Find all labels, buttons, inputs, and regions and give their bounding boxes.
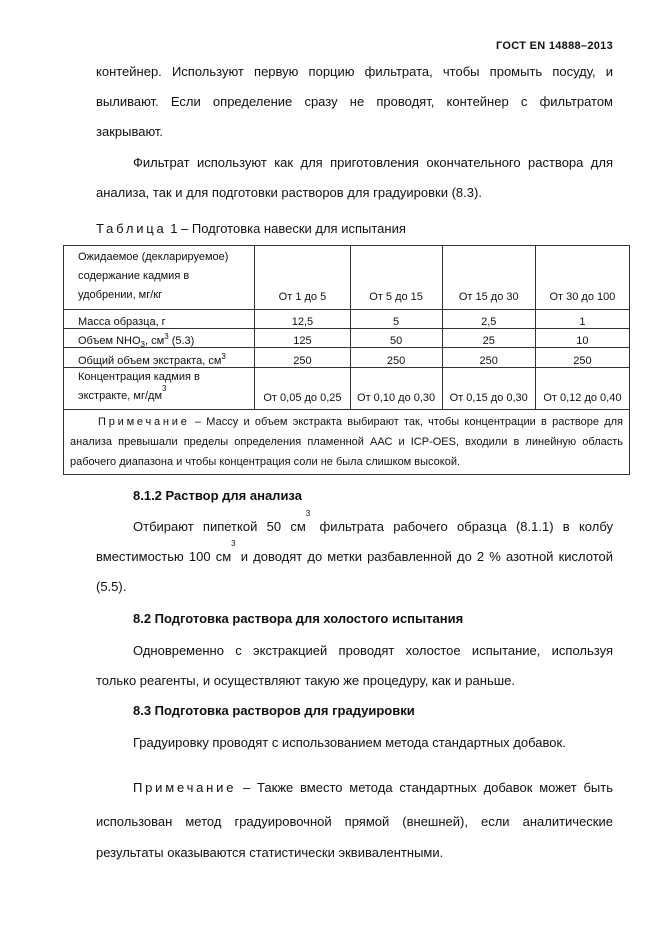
- s83-note-line2: использован метод градуировочной прямой (внешней), если аналитические: [96, 814, 613, 829]
- header-cell: [64, 246, 255, 310]
- s83-text: Градуировку проводят с использованием метода стандартных добавок.: [133, 735, 566, 750]
- concentration-label: Концентрация кадмия в экстракте, $мг/дм^3$: [64, 368, 255, 410]
- concentration-cell: От 0,05 до 0,25: [255, 368, 350, 410]
- para2-line2: анализа, так и для подготовки растворов для градуировки (8.3).: [96, 185, 482, 200]
- range-cell: От 15 до 30: [442, 246, 535, 310]
- s812-line3: (5.5).: [96, 579, 127, 594]
- section-8-3-heading: 8.3 Подготовка растворов для градуировки: [133, 703, 415, 718]
- table-note-text: – Массу и объем экстракта выбирают так, чтобы концентрации в растворе для анализа превышали пределы определения пламенной ААС и ICP-OES, входили в линейную область рабочего диапазона и чтобы концентрация соли не была слишком высокой.: [70, 416, 624, 468]
- section-8-1-2-heading: 8.1.2 Раствор для анализа: [133, 488, 302, 503]
- mass-cell: 12,5: [255, 310, 350, 329]
- mass-cell: 5: [350, 310, 442, 329]
- s82-line2: только реагенты, и осуществляют такую же процедуру, как и раньше.: [96, 673, 515, 688]
- table-row: [64, 329, 630, 348]
- header-line: содержание кадмия в: [78, 270, 190, 282]
- hno3-cell: 125: [255, 329, 350, 348]
- sample-preparation-table: [63, 245, 630, 475]
- concentration-cell: От 0,10 до 0,30: [350, 368, 442, 410]
- table-row: [64, 368, 630, 410]
- document-code: ГОСТ EN 14888–2013: [495, 40, 613, 52]
- table-row: [64, 246, 630, 310]
- para1-line2: выливают. Если определение сразу не проводят, контейнер с фильтратом: [96, 94, 613, 109]
- range-cell: От 1 до 5: [255, 246, 350, 310]
- table-note: [64, 410, 630, 475]
- table-caption: [96, 221, 406, 236]
- range-cell: От 5 до 15: [350, 246, 442, 310]
- para1-line1: контейнер. Используют первую порцию фильтрата, чтобы промыть посуду, и: [96, 64, 613, 79]
- hno3-label: Объем $NHO_3$, $см^3$ (5.3): [64, 329, 255, 348]
- hno3-cell: 50: [350, 329, 442, 348]
- volume-cell: 250: [535, 348, 629, 368]
- concentration-cell: От 0,12 до 0,40: [535, 368, 629, 410]
- s83-note-line3: результаты оказываются статистически эквивалентными.: [96, 845, 444, 860]
- mass-cell: 2,5: [442, 310, 535, 329]
- mass-label: Масса образца, г: [64, 310, 255, 329]
- s82-line1: Одновременно с экстракцией проводят холостое испытание, используя: [133, 643, 613, 658]
- hno3-cell: 25: [442, 329, 535, 348]
- hno3-cell: 10: [535, 329, 629, 348]
- table-row: [64, 410, 630, 475]
- para1-line3: закрывают.: [96, 124, 164, 139]
- table-row: [64, 348, 630, 368]
- s83-note-line1: Примечание – Также вместо метода стандартных добавок может быть: [133, 780, 613, 795]
- table-caption-word: Таблица: [96, 221, 167, 236]
- range-cell: От 30 до 100: [535, 246, 629, 310]
- para2-line1: Фильтрат используют как для приготовления окончательного раствора для: [133, 155, 613, 170]
- table-row: [64, 310, 630, 329]
- header-line: Ожидаемое (декларируемое): [78, 251, 229, 263]
- mass-cell: 1: [535, 310, 629, 329]
- header-line: удобрении, мг/кг: [78, 289, 163, 301]
- volume-cell: 250: [255, 348, 350, 368]
- s812-line1: Отбирают пипеткой 50 $см^3$ фильтрата рабочего образца (8.1.1) в колбу: [133, 509, 613, 534]
- volume-label: Общий объем экстракта, $см^3$: [64, 348, 255, 368]
- table-note-word: Примечание: [98, 416, 190, 428]
- concentration-cell: От 0,15 до 0,30: [442, 368, 535, 410]
- table-caption-text: 1 – Подготовка навески для испытания: [170, 221, 406, 236]
- section-8-2-heading: 8.2 Подготовка раствора для холостого испытания: [133, 611, 464, 626]
- volume-cell: 250: [442, 348, 535, 368]
- s812-line2: вместимостью 100 $см^3$ и доводят до метки разбавленной до 2 % азотной кислотой: [96, 539, 613, 564]
- volume-cell: 250: [350, 348, 442, 368]
- s83-note-word: Примечание: [133, 780, 237, 795]
